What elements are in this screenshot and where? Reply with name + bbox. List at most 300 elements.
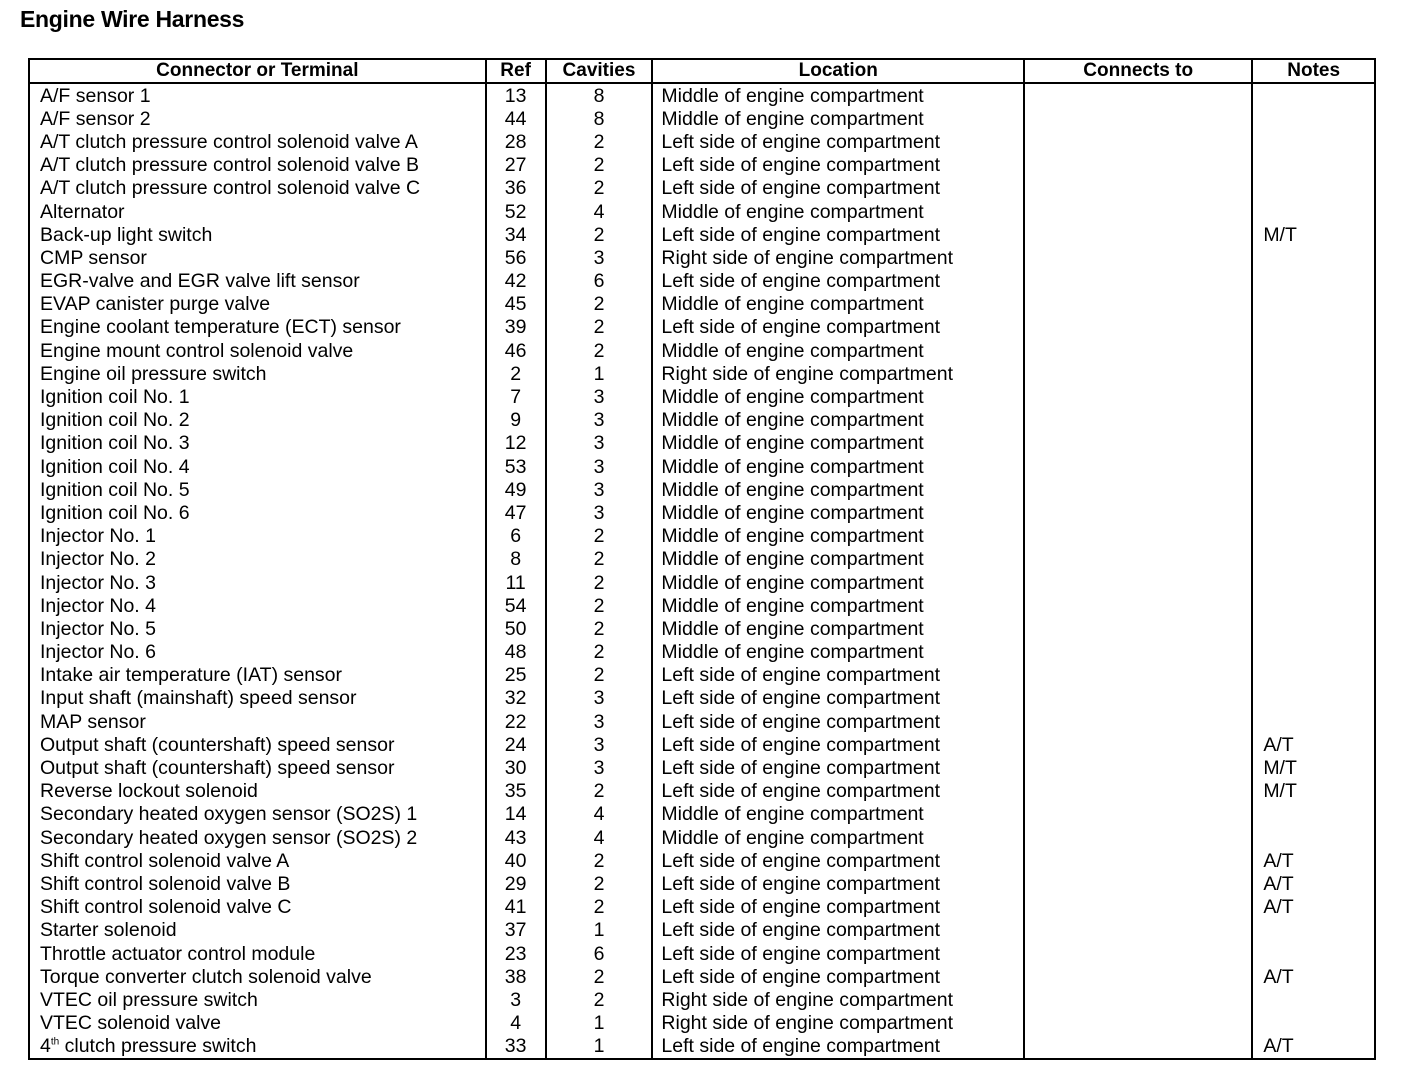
connects-to <box>1024 270 1252 293</box>
cavities-count: 2 <box>546 316 653 339</box>
connector-name: Injector No. 4 <box>29 594 486 617</box>
location: Middle of engine compartment <box>652 83 1024 107</box>
notes <box>1252 154 1375 177</box>
notes: A/T <box>1252 872 1375 895</box>
ref-number: 54 <box>486 594 546 617</box>
ref-number: 56 <box>486 246 546 269</box>
table-row <box>29 501 1375 524</box>
table-row <box>29 872 1375 895</box>
notes: A/T <box>1252 896 1375 919</box>
connector-name: Injector No. 3 <box>29 571 486 594</box>
cavities-count: 3 <box>546 478 653 501</box>
cavities-count: 3 <box>546 756 653 779</box>
connects-to <box>1024 919 1252 942</box>
connector-name: A/F sensor 1 <box>29 83 486 107</box>
cavities-count: 1 <box>546 919 653 942</box>
ref-number: 3 <box>486 988 546 1011</box>
connector-name: Throttle actuator control module <box>29 942 486 965</box>
connects-to <box>1024 687 1252 710</box>
location: Middle of engine compartment <box>652 803 1024 826</box>
location: Left side of engine compartment <box>652 780 1024 803</box>
location: Middle of engine compartment <box>652 385 1024 408</box>
connector-name: Injector No. 2 <box>29 548 486 571</box>
table-row <box>29 246 1375 269</box>
cavities-count: 1 <box>546 1035 653 1059</box>
location: Left side of engine compartment <box>652 687 1024 710</box>
ref-number: 22 <box>486 710 546 733</box>
table-row <box>29 896 1375 919</box>
location: Right side of engine compartment <box>652 246 1024 269</box>
connects-to <box>1024 83 1252 107</box>
ref-number: 2 <box>486 362 546 385</box>
table-row <box>29 942 1375 965</box>
table-row <box>29 107 1375 130</box>
table-row <box>29 849 1375 872</box>
table-row <box>29 316 1375 339</box>
notes <box>1252 339 1375 362</box>
location: Middle of engine compartment <box>652 501 1024 524</box>
ref-number: 23 <box>486 942 546 965</box>
column-header-connects-to: Connects to <box>1024 59 1252 83</box>
cavities-count: 1 <box>546 1012 653 1035</box>
table-row <box>29 826 1375 849</box>
notes <box>1252 571 1375 594</box>
notes <box>1252 432 1375 455</box>
location: Left side of engine compartment <box>652 270 1024 293</box>
location: Left side of engine compartment <box>652 919 1024 942</box>
notes <box>1252 409 1375 432</box>
notes: M/T <box>1252 780 1375 803</box>
cavities-count: 8 <box>546 83 653 107</box>
location: Left side of engine compartment <box>652 710 1024 733</box>
ref-number: 4 <box>486 1012 546 1035</box>
connector-name: Ignition coil No. 6 <box>29 501 486 524</box>
cavities-count: 3 <box>546 432 653 455</box>
location: Left side of engine compartment <box>652 896 1024 919</box>
table-row <box>29 803 1375 826</box>
notes <box>1252 617 1375 640</box>
location: Middle of engine compartment <box>652 617 1024 640</box>
connector-name: Ignition coil No. 1 <box>29 385 486 408</box>
notes <box>1252 316 1375 339</box>
connects-to <box>1024 432 1252 455</box>
ref-number: 50 <box>486 617 546 640</box>
table-row <box>29 1035 1375 1059</box>
table-row <box>29 641 1375 664</box>
ref-number: 29 <box>486 872 546 895</box>
connector-name-superscript: th <box>50 1036 60 1048</box>
connector-name: Ignition coil No. 4 <box>29 455 486 478</box>
table-row <box>29 362 1375 385</box>
ref-number: 41 <box>486 896 546 919</box>
ref-number: 35 <box>486 780 546 803</box>
cavities-count: 2 <box>546 664 653 687</box>
notes <box>1252 501 1375 524</box>
table-row <box>29 594 1375 617</box>
cavities-count: 3 <box>546 246 653 269</box>
cavities-count: 4 <box>546 826 653 849</box>
cavities-count: 2 <box>546 780 653 803</box>
location: Left side of engine compartment <box>652 223 1024 246</box>
connects-to <box>1024 316 1252 339</box>
notes <box>1252 826 1375 849</box>
ref-number: 44 <box>486 107 546 130</box>
notes: M/T <box>1252 756 1375 779</box>
connector-name: Output shaft (countershaft) speed sensor <box>29 756 486 779</box>
table-row <box>29 548 1375 571</box>
notes <box>1252 270 1375 293</box>
column-header-connector: Connector or Terminal <box>29 59 486 83</box>
connector-name: A/F sensor 2 <box>29 107 486 130</box>
table-row <box>29 988 1375 1011</box>
location: Middle of engine compartment <box>652 432 1024 455</box>
notes: A/T <box>1252 965 1375 988</box>
connects-to <box>1024 826 1252 849</box>
table-row <box>29 293 1375 316</box>
connector-name: Alternator <box>29 200 486 223</box>
table-row <box>29 130 1375 153</box>
cavities-count: 2 <box>546 965 653 988</box>
ref-number: 37 <box>486 919 546 942</box>
column-header-cavities: Cavities <box>546 59 653 83</box>
notes <box>1252 362 1375 385</box>
connector-name: Injector No. 1 <box>29 525 486 548</box>
ref-number: 40 <box>486 849 546 872</box>
ref-number: 12 <box>486 432 546 455</box>
ref-number: 9 <box>486 409 546 432</box>
table-row <box>29 478 1375 501</box>
cavities-count: 2 <box>546 988 653 1011</box>
ref-number: 49 <box>486 478 546 501</box>
location: Middle of engine compartment <box>652 548 1024 571</box>
connects-to <box>1024 849 1252 872</box>
connector-name: A/T clutch pressure control solenoid valve A <box>29 130 486 153</box>
connector-name: Injector No. 5 <box>29 617 486 640</box>
connector-name: Back-up light switch <box>29 223 486 246</box>
connector-name: Ignition coil No. 5 <box>29 478 486 501</box>
table-row <box>29 710 1375 733</box>
connects-to <box>1024 107 1252 130</box>
notes <box>1252 710 1375 733</box>
ref-number: 13 <box>486 83 546 107</box>
ref-number: 27 <box>486 154 546 177</box>
notes <box>1252 548 1375 571</box>
connector-name: EVAP canister purge valve <box>29 293 486 316</box>
connects-to <box>1024 339 1252 362</box>
connector-name: Output shaft (countershaft) speed sensor <box>29 733 486 756</box>
location: Middle of engine compartment <box>652 409 1024 432</box>
notes <box>1252 942 1375 965</box>
connects-to <box>1024 293 1252 316</box>
ref-number: 25 <box>486 664 546 687</box>
notes <box>1252 200 1375 223</box>
table-row <box>29 617 1375 640</box>
table-row <box>29 177 1375 200</box>
notes <box>1252 246 1375 269</box>
connects-to <box>1024 896 1252 919</box>
connector-name-prefix: 4 <box>40 1035 51 1058</box>
ref-number: 46 <box>486 339 546 362</box>
connector-name: Ignition coil No. 2 <box>29 409 486 432</box>
cavities-count: 2 <box>546 223 653 246</box>
notes: A/T <box>1252 733 1375 756</box>
cavities-count: 2 <box>546 177 653 200</box>
notes <box>1252 687 1375 710</box>
ref-number: 48 <box>486 641 546 664</box>
connector-name <box>29 1035 486 1059</box>
connector-name: Injector No. 6 <box>29 641 486 664</box>
notes <box>1252 455 1375 478</box>
connects-to <box>1024 362 1252 385</box>
column-header-location: Location <box>652 59 1024 83</box>
connects-to <box>1024 594 1252 617</box>
ref-number: 30 <box>486 756 546 779</box>
cavities-count: 8 <box>546 107 653 130</box>
location: Left side of engine compartment <box>652 1035 1024 1059</box>
connects-to <box>1024 641 1252 664</box>
connects-to <box>1024 942 1252 965</box>
cavities-count: 6 <box>546 270 653 293</box>
notes <box>1252 525 1375 548</box>
connects-to <box>1024 872 1252 895</box>
table-row <box>29 455 1375 478</box>
table-row <box>29 571 1375 594</box>
table-row <box>29 83 1375 107</box>
ref-number: 47 <box>486 501 546 524</box>
connector-name: Reverse lockout solenoid <box>29 780 486 803</box>
connects-to <box>1024 130 1252 153</box>
notes <box>1252 988 1375 1011</box>
cavities-count: 4 <box>546 803 653 826</box>
location: Middle of engine compartment <box>652 478 1024 501</box>
notes <box>1252 803 1375 826</box>
connects-to <box>1024 571 1252 594</box>
connector-name: Engine coolant temperature (ECT) sensor <box>29 316 486 339</box>
location: Middle of engine compartment <box>652 339 1024 362</box>
location: Right side of engine compartment <box>652 988 1024 1011</box>
cavities-count: 2 <box>546 525 653 548</box>
ref-number: 36 <box>486 177 546 200</box>
ref-number: 6 <box>486 525 546 548</box>
location: Left side of engine compartment <box>652 316 1024 339</box>
location: Left side of engine compartment <box>652 942 1024 965</box>
connects-to <box>1024 1035 1252 1059</box>
ref-number: 52 <box>486 200 546 223</box>
ref-number: 14 <box>486 803 546 826</box>
table-row <box>29 339 1375 362</box>
location: Middle of engine compartment <box>652 293 1024 316</box>
connects-to <box>1024 501 1252 524</box>
connects-to <box>1024 246 1252 269</box>
connects-to <box>1024 177 1252 200</box>
cavities-count: 1 <box>546 362 653 385</box>
location: Left side of engine compartment <box>652 130 1024 153</box>
cavities-count: 2 <box>546 293 653 316</box>
connects-to <box>1024 455 1252 478</box>
cavities-count: 2 <box>546 896 653 919</box>
location: Left side of engine compartment <box>652 733 1024 756</box>
connects-to <box>1024 664 1252 687</box>
cavities-count: 3 <box>546 385 653 408</box>
connector-name: A/T clutch pressure control solenoid valve B <box>29 154 486 177</box>
connects-to <box>1024 803 1252 826</box>
ref-number: 42 <box>486 270 546 293</box>
table-row <box>29 687 1375 710</box>
location: Left side of engine compartment <box>652 177 1024 200</box>
ref-number: 33 <box>486 1035 546 1059</box>
table-row <box>29 525 1375 548</box>
table-row <box>29 1012 1375 1035</box>
table-row <box>29 919 1375 942</box>
connector-name: MAP sensor <box>29 710 486 733</box>
connector-name: Torque converter clutch solenoid valve <box>29 965 486 988</box>
connects-to <box>1024 478 1252 501</box>
connector-name: VTEC solenoid valve <box>29 1012 486 1035</box>
table-row <box>29 409 1375 432</box>
notes: M/T <box>1252 223 1375 246</box>
connector-name: A/T clutch pressure control solenoid valve C <box>29 177 486 200</box>
table-body <box>29 83 1375 1059</box>
location: Left side of engine compartment <box>652 965 1024 988</box>
notes <box>1252 919 1375 942</box>
location: Middle of engine compartment <box>652 455 1024 478</box>
location: Right side of engine compartment <box>652 1012 1024 1035</box>
connects-to <box>1024 1012 1252 1035</box>
location: Left side of engine compartment <box>652 756 1024 779</box>
connector-name: CMP sensor <box>29 246 486 269</box>
connects-to <box>1024 200 1252 223</box>
cavities-count: 2 <box>546 641 653 664</box>
location: Middle of engine compartment <box>652 525 1024 548</box>
connects-to <box>1024 988 1252 1011</box>
connector-name: Engine oil pressure switch <box>29 362 486 385</box>
cavities-count: 6 <box>546 942 653 965</box>
ref-number: 53 <box>486 455 546 478</box>
connector-name: VTEC oil pressure switch <box>29 988 486 1011</box>
connector-name: EGR-valve and EGR valve lift sensor <box>29 270 486 293</box>
location: Middle of engine compartment <box>652 641 1024 664</box>
notes <box>1252 385 1375 408</box>
location: Middle of engine compartment <box>652 200 1024 223</box>
connects-to <box>1024 780 1252 803</box>
ref-number: 8 <box>486 548 546 571</box>
connects-to <box>1024 385 1252 408</box>
connector-name-rest: clutch pressure switch <box>59 1035 257 1058</box>
harness-table <box>28 58 1376 1060</box>
ref-number: 24 <box>486 733 546 756</box>
cavities-count: 2 <box>546 872 653 895</box>
table-row <box>29 733 1375 756</box>
notes <box>1252 641 1375 664</box>
ref-number: 43 <box>486 826 546 849</box>
notes <box>1252 107 1375 130</box>
connects-to <box>1024 409 1252 432</box>
notes <box>1252 1012 1375 1035</box>
page-title: Engine Wire Harness <box>20 6 245 32</box>
cavities-count: 2 <box>546 548 653 571</box>
location: Left side of engine compartment <box>652 154 1024 177</box>
table-row <box>29 664 1375 687</box>
connector-name: Shift control solenoid valve A <box>29 849 486 872</box>
cavities-count: 2 <box>546 339 653 362</box>
table-row <box>29 223 1375 246</box>
cavities-count: 2 <box>546 571 653 594</box>
location: Left side of engine compartment <box>652 849 1024 872</box>
location: Left side of engine compartment <box>652 664 1024 687</box>
connects-to <box>1024 617 1252 640</box>
ref-number: 7 <box>486 385 546 408</box>
notes: A/T <box>1252 1035 1375 1059</box>
ref-number: 45 <box>486 293 546 316</box>
ref-number: 11 <box>486 571 546 594</box>
table-header-row <box>29 59 1375 83</box>
ref-number: 34 <box>486 223 546 246</box>
cavities-count: 3 <box>546 409 653 432</box>
connector-name: Input shaft (mainshaft) speed sensor <box>29 687 486 710</box>
cavities-count: 2 <box>546 154 653 177</box>
connector-name: Shift control solenoid valve B <box>29 872 486 895</box>
notes: A/T <box>1252 849 1375 872</box>
cavities-count: 3 <box>546 455 653 478</box>
ref-number: 28 <box>486 130 546 153</box>
connector-name: Ignition coil No. 3 <box>29 432 486 455</box>
notes <box>1252 130 1375 153</box>
table-row <box>29 780 1375 803</box>
cavities-count: 3 <box>546 710 653 733</box>
connects-to <box>1024 223 1252 246</box>
location: Middle of engine compartment <box>652 107 1024 130</box>
column-header-ref: Ref <box>486 59 546 83</box>
cavities-count: 3 <box>546 687 653 710</box>
ref-number: 38 <box>486 965 546 988</box>
connects-to <box>1024 154 1252 177</box>
connector-name: Secondary heated oxygen sensor (SO2S) 1 <box>29 803 486 826</box>
notes <box>1252 478 1375 501</box>
table-row <box>29 154 1375 177</box>
table-row <box>29 270 1375 293</box>
ref-number: 39 <box>486 316 546 339</box>
notes <box>1252 594 1375 617</box>
notes <box>1252 83 1375 107</box>
cavities-count: 3 <box>546 733 653 756</box>
ref-number: 32 <box>486 687 546 710</box>
column-header-notes: Notes <box>1252 59 1375 83</box>
connects-to <box>1024 710 1252 733</box>
cavities-count: 2 <box>546 617 653 640</box>
table-row <box>29 200 1375 223</box>
cavities-count: 4 <box>546 200 653 223</box>
connector-name: Intake air temperature (IAT) sensor <box>29 664 486 687</box>
cavities-count: 2 <box>546 130 653 153</box>
location: Right side of engine compartment <box>652 362 1024 385</box>
connector-name: Starter solenoid <box>29 919 486 942</box>
cavities-count: 2 <box>546 849 653 872</box>
location: Middle of engine compartment <box>652 594 1024 617</box>
connects-to <box>1024 525 1252 548</box>
connector-name: Secondary heated oxygen sensor (SO2S) 2 <box>29 826 486 849</box>
notes <box>1252 177 1375 200</box>
connects-to <box>1024 548 1252 571</box>
location: Middle of engine compartment <box>652 571 1024 594</box>
connector-name: Shift control solenoid valve C <box>29 896 486 919</box>
cavities-count: 3 <box>546 501 653 524</box>
connector-name: Engine mount control solenoid valve <box>29 339 486 362</box>
connects-to <box>1024 756 1252 779</box>
table-row <box>29 965 1375 988</box>
location: Middle of engine compartment <box>652 826 1024 849</box>
notes <box>1252 664 1375 687</box>
cavities-count: 2 <box>546 594 653 617</box>
